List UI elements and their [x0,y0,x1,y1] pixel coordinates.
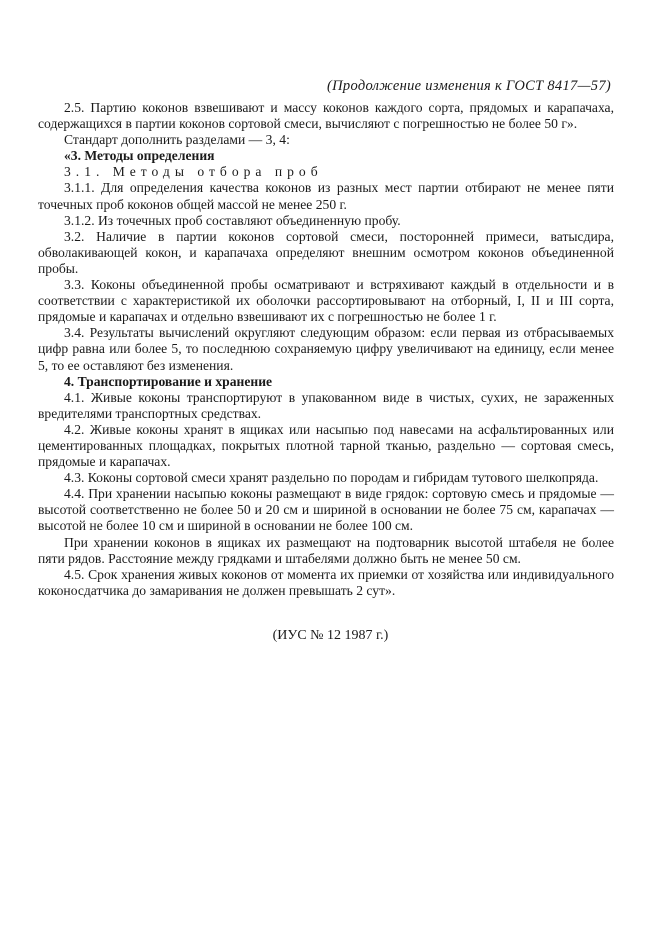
paragraph-3-2: 3.2. Наличие в партии коконов сортовой смеси, посторонней примеси, ватысдира, обволакивающей кокон, и карапачаха определяют внешним осмотром коконов объединенной пробы. [38,228,614,276]
document-body [38,100,614,599]
paragraph-4-4: 4.4. При хранении насыпью коконы размещают в виде грядок: сортовую смесь и прядомые — высотой соответственно не более 50 и 20 см и шириной в основании не более 75 см, карапачах — высотой не более 10 см и шириной в основании не более 100 см. [38,486,614,534]
paragraph-4-3: 4.3. Коконы сортовой смеси хранят раздельно по породам и гибридам тутового шелкопряда. [64,470,599,486]
subsection-3-1-heading: 3.1. Методы отбора проб [64,164,323,180]
section-4-heading: 4. Транспортирование и хранение [64,373,273,389]
section-3-heading: «3. Методы определения [64,148,215,164]
source-note: (ИУС № 12 1987 г.) [272,628,389,643]
paragraph-3-3: 3.3. Коконы объединенной пробы осматривают и встряхивают каждый в отдельности и в соответствии с характеристикой их оболочки рассортировывают на отборный, I, II и III сорта, прядомые и карапачах и отдельно взвешивают их с погрешностью не более 1 г. [38,277,614,325]
paragraph-3-1-2: 3.1.2. Из точечных проб составляют объединенную пробу. [64,212,401,228]
paragraph-3-1-1: 3.1.1. Для определения качества коконов из разных мест партии отбирают не менее пяти точечных проб коконов общей массой не менее 250 г. [38,180,614,212]
paragraph-4-2: 4.2. Живые коконы хранят в ящиках или насыпью под навесами на асфальтированных или цементированных площадках, покрытых плотной тарной тканью, раздельно — сортовая смесь, прядомые и карапачах. [38,421,614,470]
page-header: (Продолжение изменения к ГОСТ 8417—57) [327,78,611,94]
paragraph-4-1: 4.1. Живые коконы транспортируют в упакованном виде в чистых, сухих, не зараженных вредителями транспортных средствах. [38,389,614,421]
paragraph-3-4: 3.4. Результаты вычислений округляют следующим образом: если первая из отбрасываемых цифр равна или более 5, то последнюю сохраняемую цифру увеличивают на единицу, если менее 5, то ее оставляют без изменения. [38,325,614,373]
paragraph-2-5: 2.5. Партию коконов взвешивают и массу коконов каждого сорта, прядомых и карапачаха, содержащихся в партии коконов сортовой смеси, вычисляют с погрешностью не более 50 г». [38,100,614,132]
paragraph-4-4-boxes: При хранении коконов в ящиках их размещают на подтоварник высотой штабеля не более пяти рядов. Расстояние между грядками и штабелями должно быть не менее 50 см. [38,534,614,566]
paragraph-4-5: 4.5. Срок хранения живых коконов от момента их приемки от хозяйства или индивидуального коконосдатчика до замаривания не должен превышать 2 сут». [38,566,614,598]
paragraph-add-sections: Стандарт дополнить разделами — 3, 4: [64,132,290,148]
